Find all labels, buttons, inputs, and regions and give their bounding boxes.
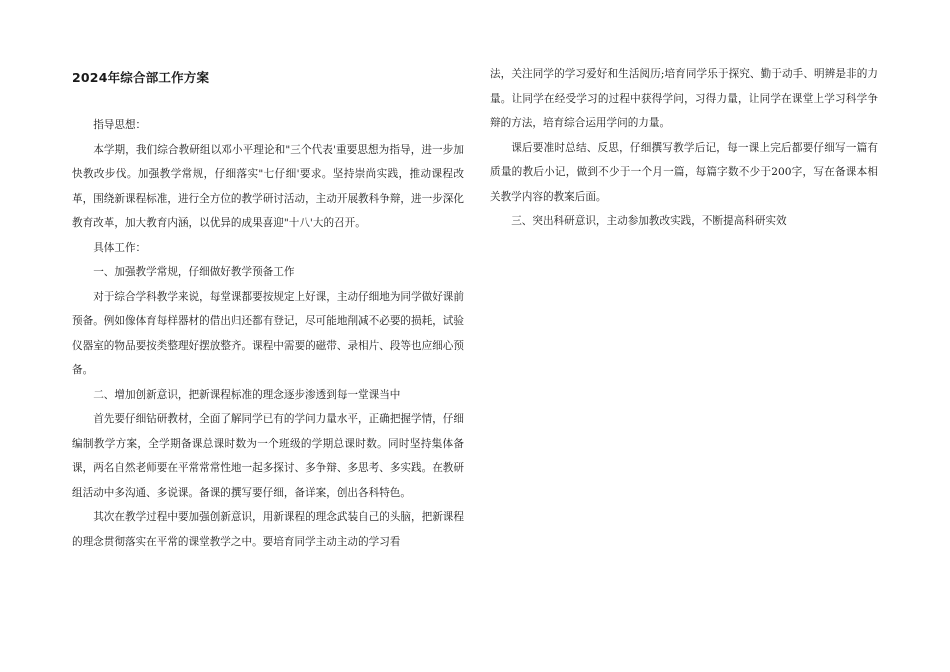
paragraph-section-one-body: 对于综合学科教学来说，每堂课都要按规定上好课，主动仔细地为同学做好课前预备。例如像体育每样器材的借出归还都有登记，尽可能地削减不必要的损耗，试验仪器室的物品要按类整理好摆放整齐。课程中需要的磁带、录相片、段等也应细心预备。 (72, 290, 464, 376)
paragraph-specific-work: 具体工作： (93, 241, 147, 254)
paragraph-semester-intro: 本学期，我们综合教研组以邓小平理论和"三个代表'重要思想为指导，进一步加快教改步伐。加强教学常规，仔细落实"七仔细'要求。坚持崇尚实践，推动课程改革，围绕新课程标准，进行全方位的教学研讨活动，主动开展教科争辩，进一步深化教育改革，加大教育内涵，以优异的成果喜迎"十八'大的召开。 (72, 143, 464, 229)
heading-section-three: 三、突出科研意识，主动参加教改实践，不断提高科研实效 (511, 215, 787, 227)
right-body (490, 62, 878, 234)
paragraph-continuation: 法，关注同学的学习爱好和生活阅历;培育同学乐于探究、勤于动手、明辨是非的力量。让同学在经受学习的过程中获得学问，习得力量，让同学在课堂上学习科学争辩的方法，培育综合运用学问的力量。 (490, 68, 878, 129)
paragraph-after-class-reflection: 课后要准时总结、反思，仔细撰写教学后记，每一课上完后都要仔细写一篇有质量的教后小记，做到不少于一个月一篇，每篇字数不少于200字，写在备课本相关教学内容的教案后面。 (490, 141, 878, 203)
heading-section-one: 一、加强教学常规，仔细做好教学预备工作 (93, 266, 295, 278)
paragraph-guiding-ideology: 指导思想： (93, 119, 147, 131)
left-body (72, 113, 464, 554)
paragraph-section-two-body: 首先要仔细钻研教材，全面了解同学已有的学问力量水平，正确把握学情，仔细编制教学方案，全学期备课总课时数为一个班级的学期总课时数。同时坚持集体备课，两名自然老师要在平常常常性地一起多探讨、多争辩、多思考、多实践。在教研组活动中多沟通、多说课。备课的撰写要仔细，备详案，创出各科特色。 (72, 413, 464, 499)
heading-section-two: 二、增加创新意识，把新课程标准的理念逐步渗透到每一堂课当中 (93, 388, 401, 401)
document-title: 2024年综合部工作方案 (72, 70, 210, 85)
paragraph-section-two-continued: 其次在教学过程中要加强创新意识，用新课程的理念武装自己的头脑，把新课程的理念贯彻落实在平常的课堂教学之中。要培育同学主动主动的学习看 (72, 511, 464, 548)
